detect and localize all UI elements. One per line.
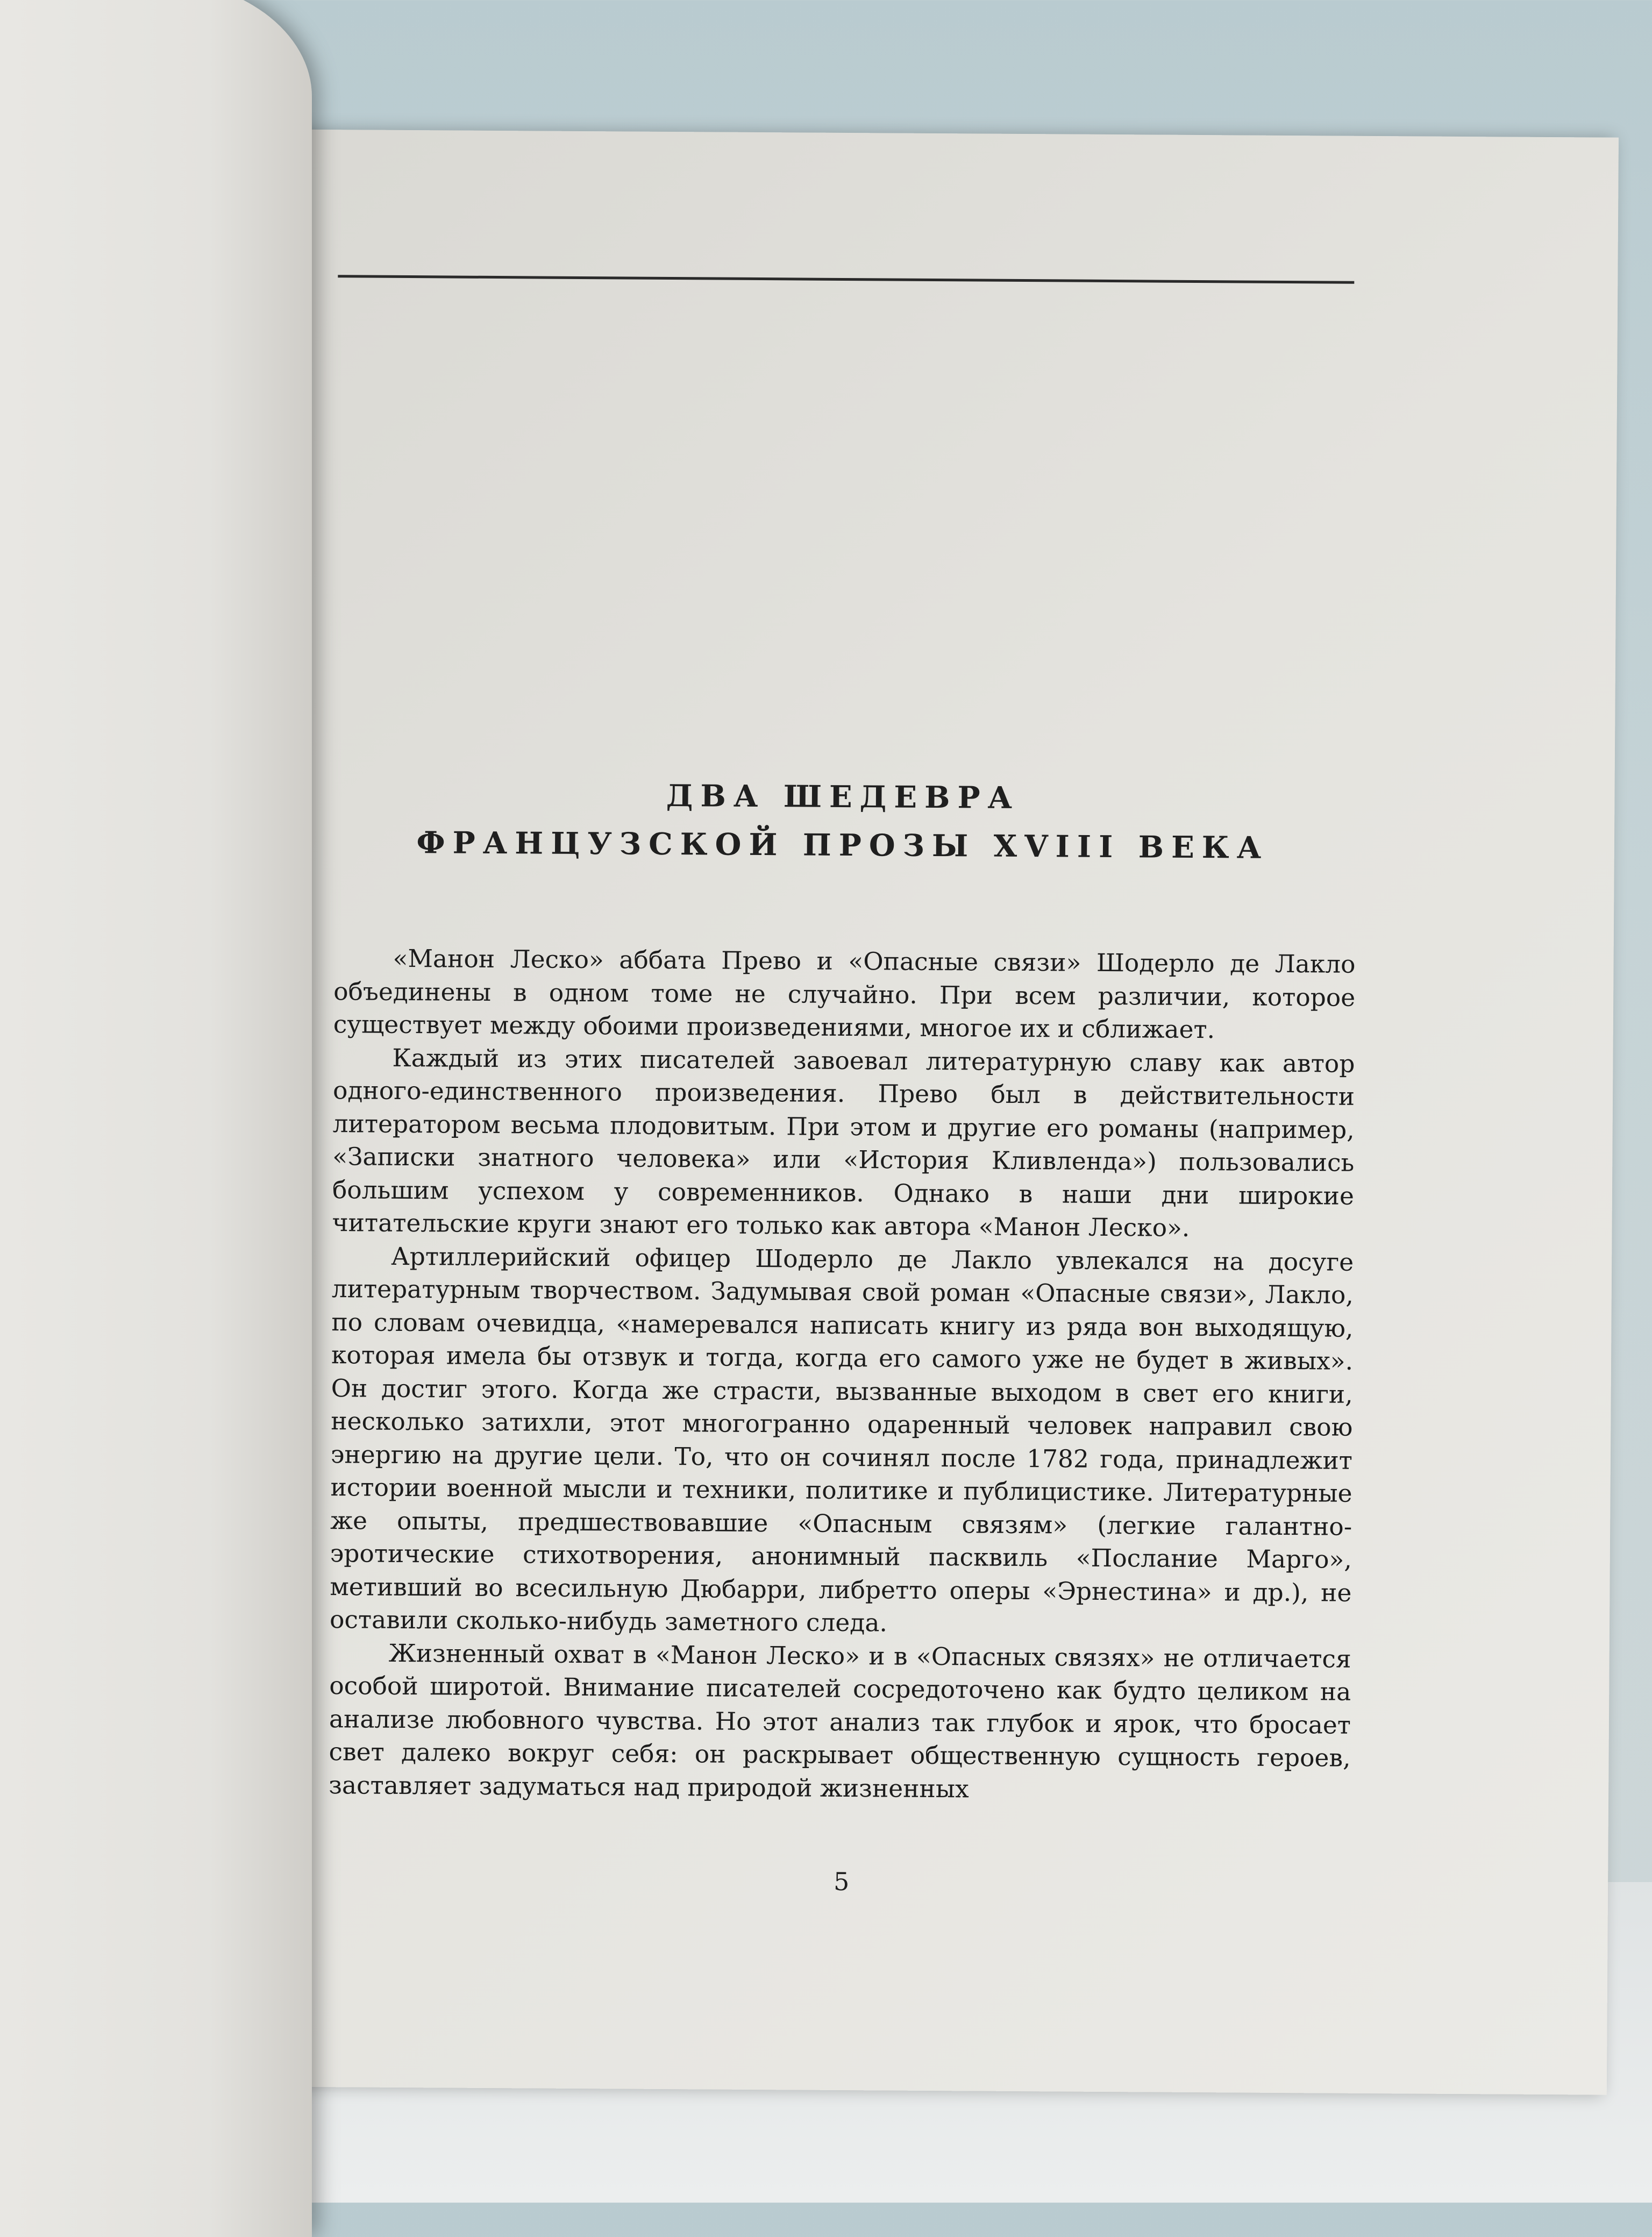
paragraph: Артиллерийский офицер Шодерло де Лакло увлекался на досуге литературным творчеством. Задумывая свой роман «Опасные связи», Лакло, по словам очевидца, «намеревался написать книгу из ряда вон выходящую, которая имела бы отзвук и тогда, когда его самого уже не будет в живых». Он достиг этого. Когда же страсти, вызванные выходом в свет его книги, несколько затихли, этот многогранно одаренный человек направил свою энергию на другие цели. То, что он сочинял после 1782 года, принадлежит истории военной мысли и техники, политике и публицистике. Литературные же опыты, предшествовавшие «Опасным связям» (легкие галантно-эротические стихотворения, анонимный пасквиль «Послание Марго», метивший во всесильную Дюбарри, либретто оперы «Эрнестина» и др.), не оставили сколько-нибудь заметного следа. xyxy=(329,1242,1354,1637)
book-page xyxy=(219,129,1619,2095)
top-rule xyxy=(338,275,1354,284)
paragraph: Жизненный охват в «Манон Леско» и в «Опасных связях» не отличается особой широтой. Внимание писателей сосредоточено как будто целиком на анализе любовного чувства. Но этот анализ так глубок и ярок, что бросает свет далеко вокруг себя: он раскрывает общественную сущность героев, заставляет задуматься над природой жизненных xyxy=(329,1638,1351,1803)
body-text xyxy=(329,942,1356,1808)
title-line-2: ФРАНЦУЗСКОЙ ПРОЗЫ XVIII ВЕКА xyxy=(416,825,1269,866)
paragraph: Каждый из этих писателей завоевал литературную славу как автор одного-единственного произведения. Прево был в действительности литератором весьма плодовитым. При этом и другие его романы (например, «Записки знатного человека» или «История Кливленда») пользовались большим успехом у современников. Однако в наши дни широкие читательские круги знают его только как автора «Манон Леско». xyxy=(332,1043,1355,1242)
facing-page-edge xyxy=(0,0,312,2237)
chapter-title xyxy=(334,770,1351,873)
title-line-1: ДВА ШЕДЕВРА xyxy=(666,778,1020,816)
paragraph: «Манон Леско» аббата Прево и «Опасные связи» Шодерло де Лакло объединены в одном томе не случайно. При всем различии, которое существует между обоими произведениями, многое их и сближает. xyxy=(333,944,1356,1044)
page-number: 5 xyxy=(833,1866,850,1897)
